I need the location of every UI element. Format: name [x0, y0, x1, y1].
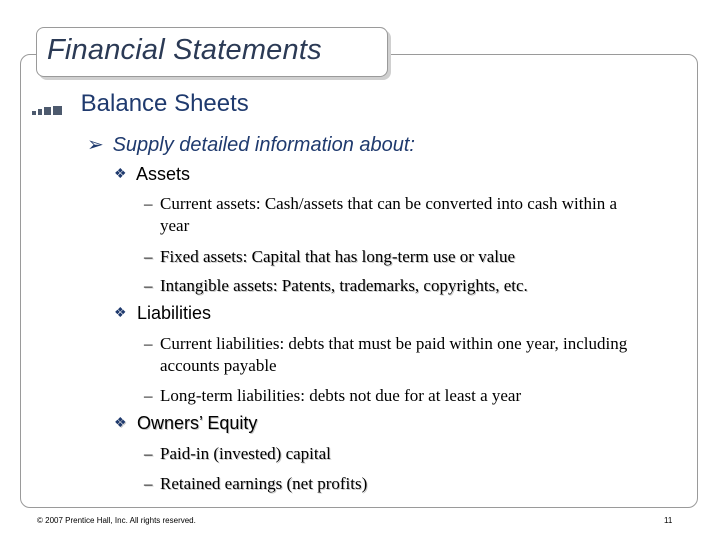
dash-bullet: –: [144, 474, 153, 493]
dash-bullet: –: [144, 444, 153, 463]
category-label: Owners’ Equity: [137, 413, 258, 433]
section-heading: Balance Sheets: [80, 90, 249, 117]
list-item: – Fixed assets: Capital that has long-term use or value: [144, 247, 516, 266]
category-owners-equity: [114, 413, 257, 434]
slide-title: Financial Statements: [47, 34, 322, 66]
bar-bullet-icon: [30, 93, 74, 117]
list-item: – Current assets: Cash/assets that can be converted into cash within a year: [144, 194, 617, 235]
copyright-footer: © 2007 Prentice Hall, Inc. All rights reserved.: [37, 516, 196, 525]
diamond-bullet-icon: ❖: [114, 414, 127, 430]
arrow-bullet-icon: ➢: [87, 134, 104, 156]
list-item: – Long-term liabilities: debts not due for at least a year: [144, 386, 522, 405]
page-number: 11: [664, 516, 673, 525]
dash-bullet: –: [144, 194, 153, 213]
heading-row: [30, 90, 249, 118]
diamond-bullet-icon: ❖: [114, 165, 127, 181]
list-item: – Retained earnings (net profits): [144, 474, 368, 493]
subheading: Supply detailed information about:: [112, 134, 415, 156]
dash-bullet: –: [144, 386, 153, 405]
dash-bullet: –: [144, 276, 153, 295]
category-assets: [114, 164, 190, 185]
list-item: – Intangible assets: Patents, trademarks, copyrights, etc.: [144, 276, 528, 295]
category-liabilities: [114, 303, 211, 324]
category-label: Liabilities: [137, 303, 212, 323]
dash-bullet: –: [144, 334, 153, 353]
list-item: – Current liabilities: debts that must be paid within one year, including accounts payable: [144, 334, 628, 375]
diamond-bullet-icon: ❖: [114, 304, 127, 320]
list-item: – Paid-in (invested) capital: [144, 444, 331, 463]
dash-bullet: –: [144, 247, 153, 266]
category-label: Assets: [136, 164, 191, 184]
subheading-row: [87, 132, 415, 157]
